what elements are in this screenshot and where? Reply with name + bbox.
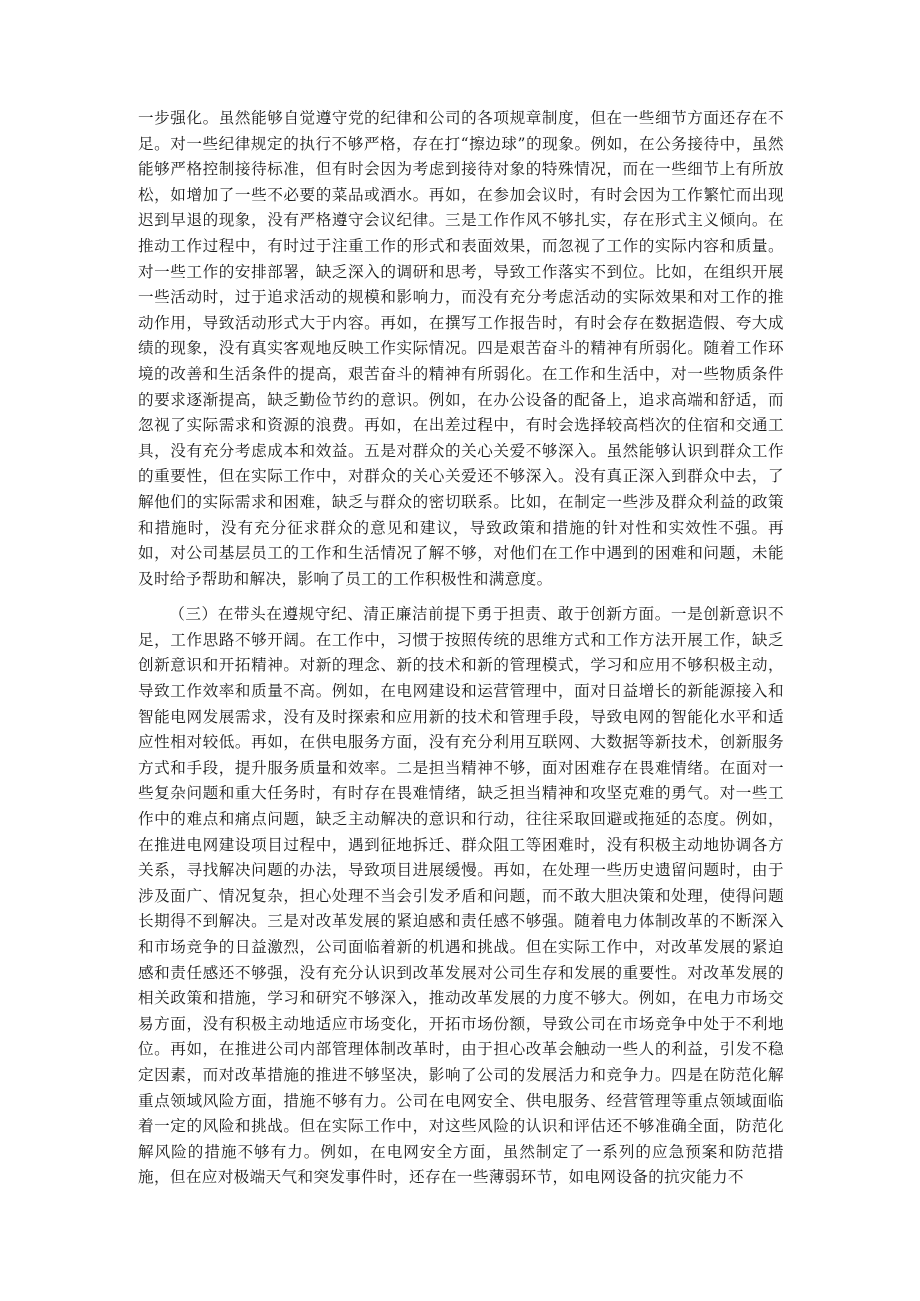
paragraph-section-three: （三）在带头在遵规守纪、清正廉洁前提下勇于担责、敢于创新方面。一是创新意识不足，工作思路不够开阔。在工作中，习惯于按照传统的思维方式和工作方法开展工作，缺乏创新意识和开拓精神。对新的理念、新的技术和新的管理模式，学习和应用不够积极主动，导致工作效率和质量不高。例如，在电网建设和运营管理中，面对日益增长的新能源接入和智能电网发展需求，没有及时探索和应用新的技术和管理手段，导致电网的智能化水平和适应性相对较低。再如，在供电服务方面，没有充分利用互联网、大数据等新技术，创新服务方式和手段，提升服务质量和效率。二是担当精神不够，面对困难存在畏难情绪。在面对一些复杂问题和重大任务时，有时存在畏难情绪，缺乏担当精神和攻坚克难的勇气。对一些工作中的难点和痛点问题，缺乏主动解决的意识和行动，往往采取回避或拖延的态度。例如，在推进电网建设项目过程中，遇到征地拆迁、群众阻工等困难时，没有积极主动地协调各方关系，寻找解决问题的办法，导致项目进展缓慢。再如，在处理一些历史遗留问题时，由于涉及面广、情况复杂，担心处理不当会引发矛盾和问题，而不敢大胆决策和处理，使得问题长期得不到解决。三是对改革发展的紧迫感和责任感不够强。随着电力体制改革的不断深入和市场竞争的日益激烈，公司面临着新的机遇和挑战。但在实际工作中，对改革发展的紧迫感和责任感还不够强，没有充分认识到改革发展对公司生存和发展的重要性。对改革发展的相关政策和措施，学习和研究不够深入，推动改革发展的力度不够大。例如，在电力市场交易方面，没有积极主动地适应市场变化，开拓市场份额，导致公司在市场竞争中处于不利地位。再如，在推进公司内部管理体制改革时，由于担心改革会触动一些人的利益，引发不稳定因素，而对改革措施的推进不够坚决，影响了公司的发展活力和竞争力。四是在防范化解重点领域风险方面，措施不够有力。公司在电网安全、供电服务、经营管理等重点领域面临着一定的风险和挑战。但在实际工作中，对这些风险的认识和评估还不够准确全面，防范化解风险的措施不够有力。例如，在电网安全方面，虽然制定了一系列的应急预案和防范措施，但在应对极端天气和突发事件时，还存在一些薄弱环节，如电网设备的抗灾能力不 (138, 605, 784, 1187)
document-page (138, 106, 784, 1191)
paragraph-discipline-continued: 一步强化。虽然能够自觉遵守党的纪律和公司的各项规章制度，但在一些细节方面还存在不足。对一些纪律规定的执行不够严格，存在打“擦边球”的现象。例如，在公务接待中，虽然能够严格控制接待标准，但有时会因为考虑到接待对象的特殊情况，而在一些细节上有所放松，如增加了一些不必要的菜品或酒水。再如，在参加会议时，有时会因为工作繁忙而出现迟到早退的现象，没有严格遵守会议纪律。三是工作作风不够扎实，存在形式主义倾向。在推动工作过程中，有时过于注重工作的形式和表面效果，而忽视了工作的实际内容和质量。对一些工作的安排部署，缺乏深入的调研和思考，导致工作落实不到位。比如，在组织开展一些活动时，过于追求活动的规模和影响力，而没有充分考虑活动的实际效果和对工作的推动作用，导致活动形式大于内容。再如，在撰写工作报告时，有时会存在数据造假、夸大成绩的现象，没有真实客观地反映工作实际情况。四是艰苦奋斗的精神有所弱化。随着工作环境的改善和生活条件的提高，艰苦奋斗的精神有所弱化。在工作和生活中，对一些物质条件的要求逐渐提高，缺乏勤俭节约的意识。例如，在办公设备的配备上，追求高端和舒适，而忽视了实际需求和资源的浪费。再如，在出差过程中，有时会选择较高档次的住宿和交通工具，没有充分考虑成本和效益。五是对群众的关心关爱不够深入。虽然能够认识到群众工作的重要性，但在实际工作中，对群众的关心关爱还不够深入。没有真正深入到群众中去，了解他们的实际需求和困难，缺乏与群众的密切联系。比如，在制定一些涉及群众利益的政策和措施时，没有充分征求群众的意见和建议，导致政策和措施的针对性和实效性不强。再如，对公司基层员工的工作和生活情况了解不够，对他们在工作中遇到的困难和问题，未能及时给予帮助和解决，影响了员工的工作积极性和满意度。 (138, 109, 784, 588)
